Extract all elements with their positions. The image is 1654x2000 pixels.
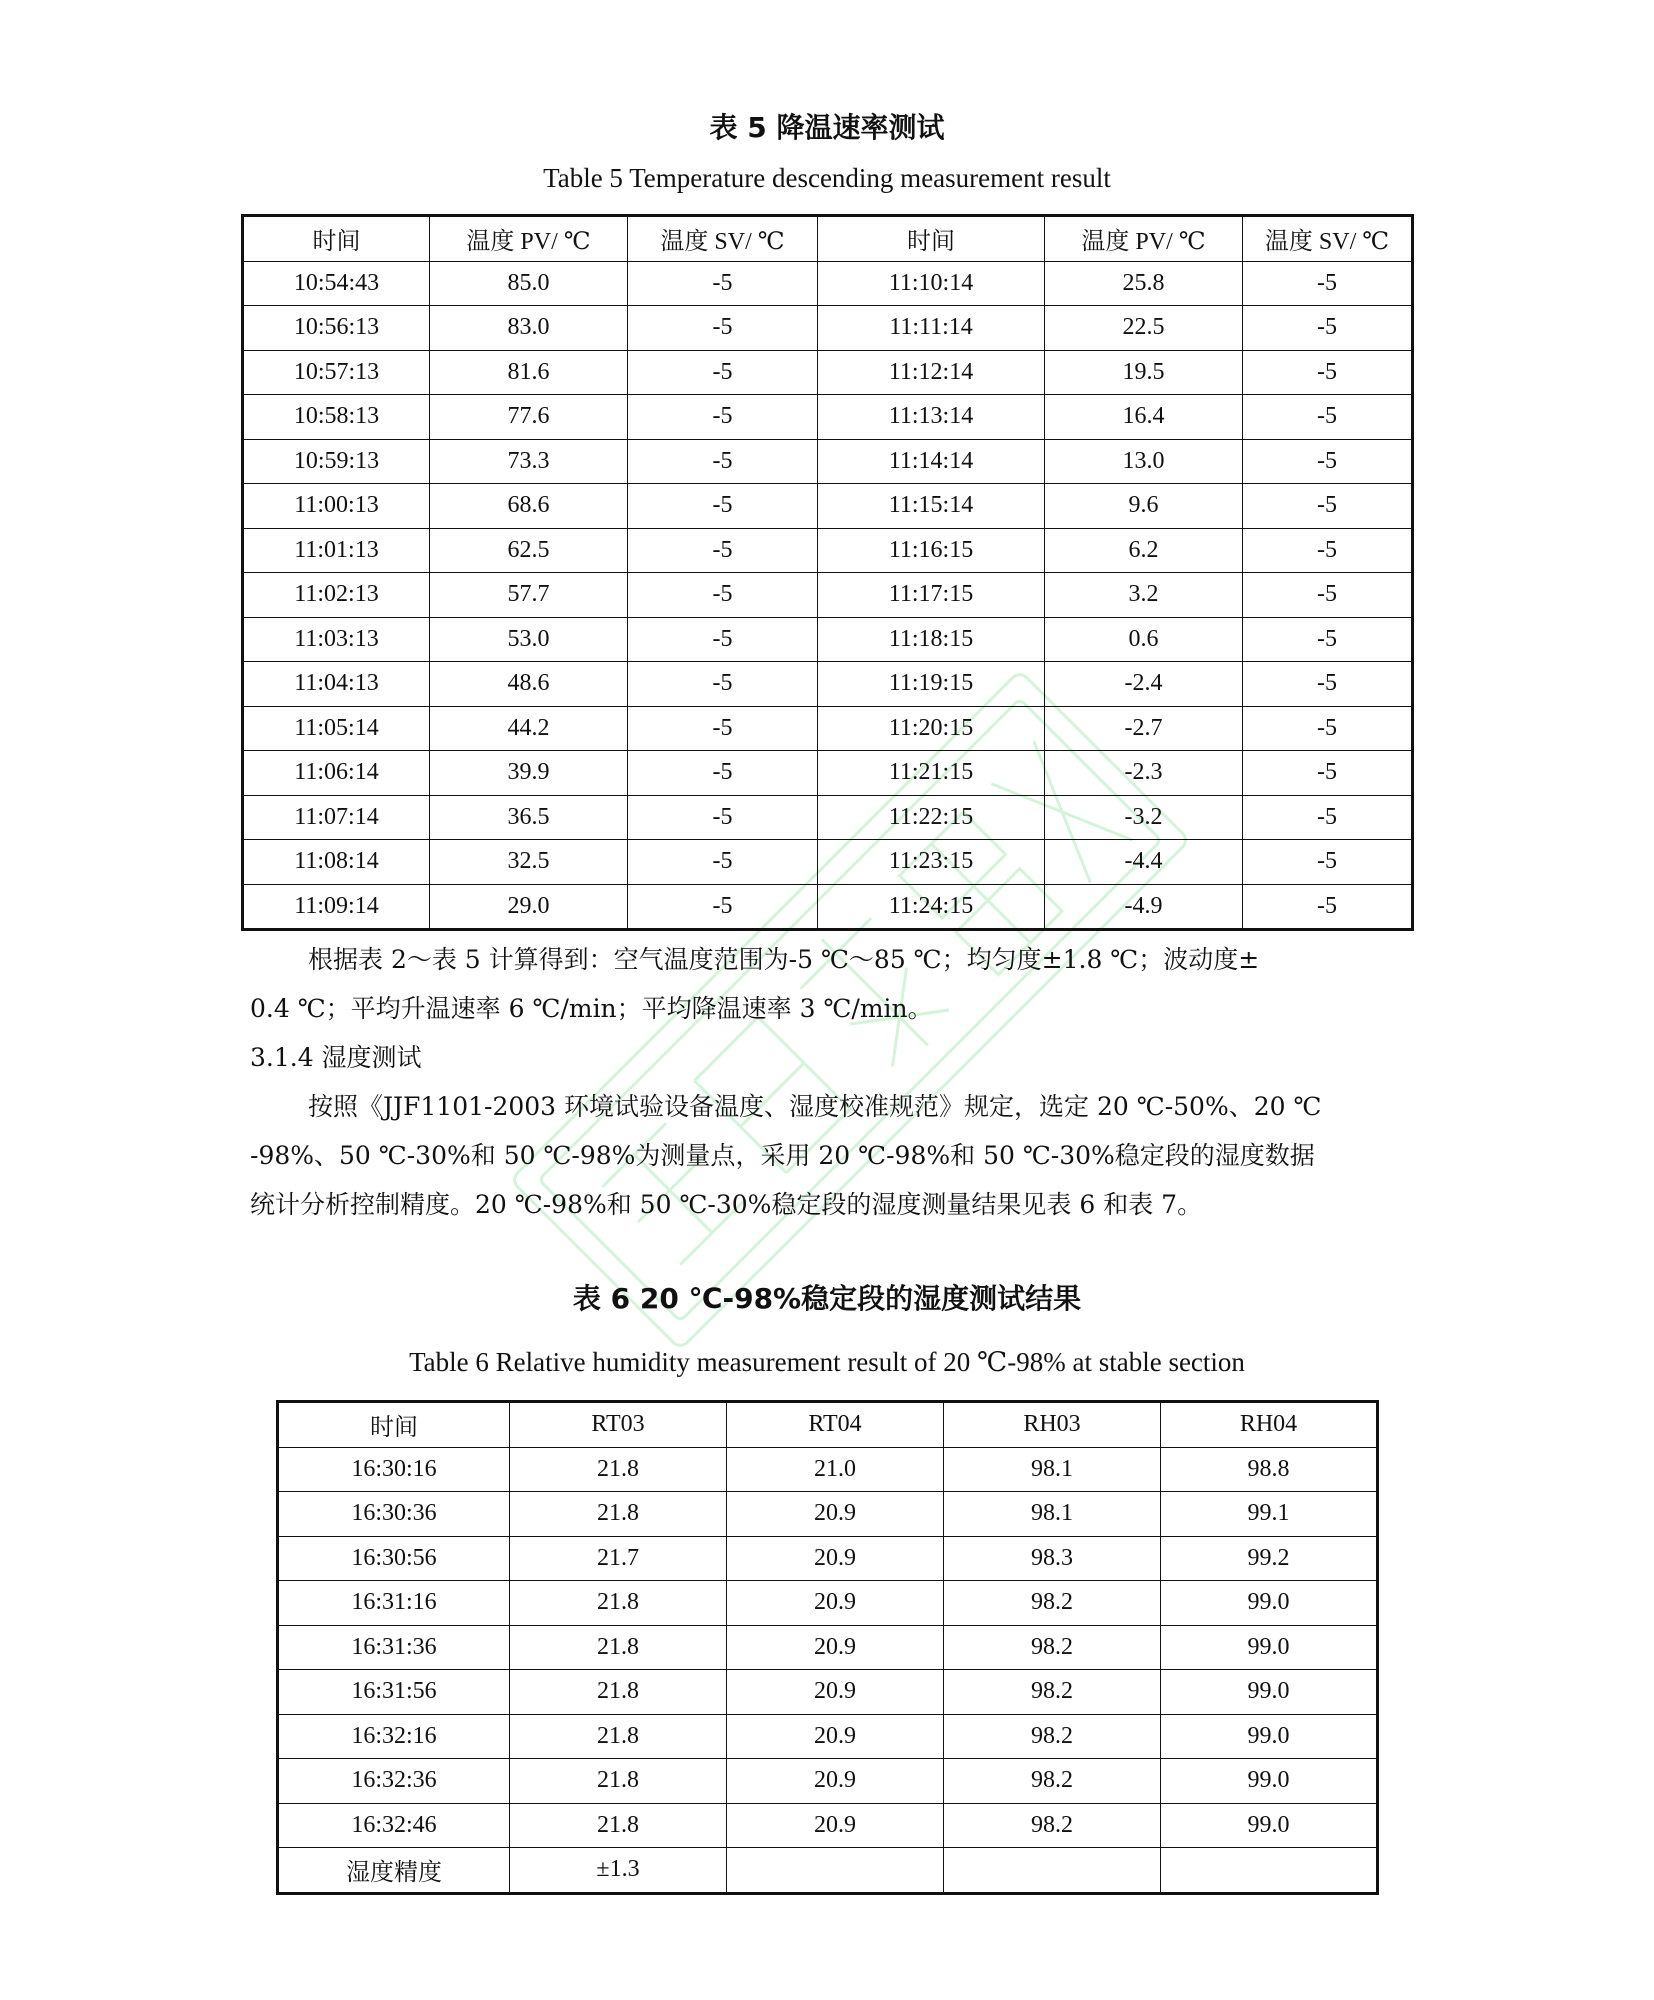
table-cell: 39.9 <box>430 751 628 796</box>
table-row <box>278 1536 1378 1581</box>
table-cell: 16:32:36 <box>278 1759 510 1804</box>
table-cell: 77.6 <box>430 395 628 440</box>
table-cell: -5 <box>628 884 818 930</box>
table-cell: 16:30:56 <box>278 1536 510 1581</box>
table-cell: 20.9 <box>727 1492 944 1537</box>
table-cell: 83.0 <box>430 306 628 351</box>
summary-line-2: 0.4 ℃；平均升温速率 6 ℃/min；平均降温速率 3 ℃/min。 <box>250 994 933 1023</box>
table-row <box>243 484 1413 529</box>
table-cell: 11:09:14 <box>243 884 430 930</box>
table-cell: 25.8 <box>1045 261 1243 306</box>
table-cell: -5 <box>1243 306 1413 351</box>
table-cell: -5 <box>628 573 818 618</box>
table-cell: -5 <box>1243 751 1413 796</box>
table-cell: 73.3 <box>430 439 628 484</box>
table-cell: 20.9 <box>727 1625 944 1670</box>
table-cell: -2.3 <box>1045 751 1243 796</box>
table6-caption-zh: 表 6 20 ℃-98%稳定段的湿度测试结果 <box>572 1282 1082 1315</box>
table-row <box>243 840 1413 885</box>
table-cell: 16:31:36 <box>278 1625 510 1670</box>
table5-body <box>243 261 1413 930</box>
table-cell: 48.6 <box>430 662 628 707</box>
table-cell: -5 <box>1243 884 1413 930</box>
table-cell: 16:32:16 <box>278 1714 510 1759</box>
table-cell: -5 <box>1243 261 1413 306</box>
table-cell: -5 <box>1243 795 1413 840</box>
table-cell: 22.5 <box>1045 306 1243 351</box>
table6 <box>276 1400 1379 1895</box>
table-cell: 98.1 <box>944 1492 1161 1537</box>
table6-body <box>278 1447 1378 1848</box>
table-cell: -5 <box>628 350 818 395</box>
table-cell: 53.0 <box>430 617 628 662</box>
table-cell: -5 <box>1243 662 1413 707</box>
table-row <box>243 662 1413 707</box>
table-cell: -5 <box>1243 573 1413 618</box>
table-cell: 16:32:46 <box>278 1803 510 1848</box>
table-cell: 11:00:13 <box>243 484 430 529</box>
table-cell: 21.8 <box>510 1447 727 1492</box>
table-cell: 98.2 <box>944 1581 1161 1626</box>
table-cell: 98.2 <box>944 1670 1161 1715</box>
table-cell: 11:06:14 <box>243 751 430 796</box>
table-cell: -5 <box>1243 439 1413 484</box>
table-cell: 98.3 <box>944 1536 1161 1581</box>
table-cell: -5 <box>628 261 818 306</box>
summary-paragraph <box>250 935 1410 1229</box>
table-cell: 99.0 <box>1161 1714 1378 1759</box>
table-row <box>243 617 1413 662</box>
table-cell: 11:08:14 <box>243 840 430 885</box>
column-header: 时间 <box>818 216 1045 262</box>
header-row <box>278 1402 1378 1448</box>
table-row <box>278 1447 1378 1492</box>
table-row <box>243 884 1413 930</box>
table-row <box>243 795 1413 840</box>
table-cell: 99.2 <box>1161 1536 1378 1581</box>
table-cell: 21.0 <box>727 1447 944 1492</box>
table-cell: 11:16:15 <box>818 528 1045 573</box>
table-row <box>243 350 1413 395</box>
table-cell: 21.8 <box>510 1625 727 1670</box>
column-header: RH04 <box>1161 1402 1378 1448</box>
table-cell: 20.9 <box>727 1803 944 1848</box>
table-cell: -5 <box>1243 528 1413 573</box>
table-row <box>243 306 1413 351</box>
table-cell: 11:22:15 <box>818 795 1045 840</box>
table-cell: 11:20:15 <box>818 706 1045 751</box>
summary-line-1: 根据表 2～表 5 计算得到：空气温度范围为-5 ℃～85 ℃；均匀度±1.8 ℃；波动度± <box>308 945 1260 974</box>
table6-header-row <box>278 1402 1378 1448</box>
table-cell: 11:23:15 <box>818 840 1045 885</box>
table-row <box>278 1625 1378 1670</box>
table-cell: -5 <box>1243 706 1413 751</box>
table-cell: -2.7 <box>1045 706 1243 751</box>
table-cell: 11:10:14 <box>818 261 1045 306</box>
table-cell: 16.4 <box>1045 395 1243 440</box>
table-row <box>243 706 1413 751</box>
table-cell <box>1161 1848 1378 1894</box>
table-cell: 81.6 <box>430 350 628 395</box>
table-cell: 29.0 <box>430 884 628 930</box>
table-cell: 6.2 <box>1045 528 1243 573</box>
table-cell: -5 <box>628 706 818 751</box>
table5-header-row <box>243 216 1413 262</box>
table6-caption-en: Table 6 Relative humidity measurement result of 20 ℃-98% at stable section <box>409 1347 1245 1377</box>
table-cell: 11:12:14 <box>818 350 1045 395</box>
table5-caption-en: Table 5 Temperature descending measurement result <box>543 163 1111 193</box>
table-cell: 11:19:15 <box>818 662 1045 707</box>
table-row <box>243 261 1413 306</box>
section-line-3: 统计分析控制精度。20 ℃-98%和 50 ℃-30%稳定段的湿度测量结果见表 6 和表 7。 <box>250 1190 1203 1219</box>
table-cell: 99.0 <box>1161 1670 1378 1715</box>
table-cell: 11:13:14 <box>818 395 1045 440</box>
table-cell: -5 <box>628 439 818 484</box>
table-cell: 11:07:14 <box>243 795 430 840</box>
table-cell <box>944 1848 1161 1894</box>
table-cell: -5 <box>628 306 818 351</box>
table-row <box>278 1759 1378 1804</box>
table-cell: 11:18:15 <box>818 617 1045 662</box>
table-cell: 13.0 <box>1045 439 1243 484</box>
table-cell: 44.2 <box>430 706 628 751</box>
table5 <box>241 214 1414 931</box>
header-row <box>243 216 1413 262</box>
column-header: 时间 <box>243 216 430 262</box>
table-cell: 99.0 <box>1161 1803 1378 1848</box>
table-cell: -4.9 <box>1045 884 1243 930</box>
column-header: 温度 PV/ ℃ <box>1045 216 1243 262</box>
column-header: RH03 <box>944 1402 1161 1448</box>
table-row <box>278 1492 1378 1537</box>
table-cell: 11:05:14 <box>243 706 430 751</box>
table-cell: 10:56:13 <box>243 306 430 351</box>
column-header: 温度 SV/ ℃ <box>1243 216 1413 262</box>
table-cell: 68.6 <box>430 484 628 529</box>
table-cell: 21.8 <box>510 1492 727 1537</box>
column-header: 时间 <box>278 1402 510 1448</box>
table-row <box>243 395 1413 440</box>
column-header: 温度 SV/ ℃ <box>628 216 818 262</box>
table-cell: 10:57:13 <box>243 350 430 395</box>
table-cell: -5 <box>628 751 818 796</box>
table-row <box>278 1714 1378 1759</box>
column-header: RT03 <box>510 1402 727 1448</box>
table-cell: 98.2 <box>944 1803 1161 1848</box>
table-cell: 11:01:13 <box>243 528 430 573</box>
table-cell: 99.0 <box>1161 1759 1378 1804</box>
table-cell: -5 <box>1243 484 1413 529</box>
table-cell: 98.2 <box>944 1759 1161 1804</box>
table-row <box>243 528 1413 573</box>
table-row <box>243 573 1413 618</box>
table-cell: -5 <box>1243 617 1413 662</box>
table-cell: 11:04:13 <box>243 662 430 707</box>
table-cell: 16:31:56 <box>278 1670 510 1715</box>
accuracy-label: 湿度精度 <box>278 1848 510 1894</box>
table-cell: 20.9 <box>727 1714 944 1759</box>
section-heading: 3.1.4 湿度测试 <box>250 1043 422 1072</box>
table-cell: 57.7 <box>430 573 628 618</box>
table-cell: 0.6 <box>1045 617 1243 662</box>
table-cell: 20.9 <box>727 1670 944 1715</box>
table-cell: 9.6 <box>1045 484 1243 529</box>
table-cell: 11:02:13 <box>243 573 430 618</box>
table-cell: 11:03:13 <box>243 617 430 662</box>
table-cell: 20.9 <box>727 1759 944 1804</box>
table-cell: 85.0 <box>430 261 628 306</box>
table-cell: 98.2 <box>944 1625 1161 1670</box>
table-row <box>278 1803 1378 1848</box>
table-cell: -3.2 <box>1045 795 1243 840</box>
table-cell: 99.1 <box>1161 1492 1378 1537</box>
table-cell: 16:30:16 <box>278 1447 510 1492</box>
table-row <box>278 1670 1378 1715</box>
table-cell: 21.8 <box>510 1670 727 1715</box>
table-cell: -5 <box>1243 840 1413 885</box>
table-cell: 21.8 <box>510 1803 727 1848</box>
table-cell: 3.2 <box>1045 573 1243 618</box>
table-cell: 98.2 <box>944 1714 1161 1759</box>
accuracy-value: ±1.3 <box>510 1848 727 1894</box>
table-cell: 11:21:15 <box>818 751 1045 796</box>
table-cell: 11:17:15 <box>818 573 1045 618</box>
table-cell: -5 <box>628 528 818 573</box>
section-line-2: -98%、50 ℃-30%和 50 ℃-98%为测量点，采用 20 ℃-98%和 50 ℃-30%稳定段的湿度数据 <box>250 1141 1315 1170</box>
table-cell: 10:59:13 <box>243 439 430 484</box>
table-cell: 99.0 <box>1161 1625 1378 1670</box>
table6-accuracy-row <box>278 1848 1378 1894</box>
column-header: 温度 PV/ ℃ <box>430 216 628 262</box>
table-cell: 21.7 <box>510 1536 727 1581</box>
table-cell: 10:58:13 <box>243 395 430 440</box>
table-cell: -5 <box>1243 395 1413 440</box>
table-cell: 11:24:15 <box>818 884 1045 930</box>
table-row <box>243 751 1413 796</box>
table-cell: 98.8 <box>1161 1447 1378 1492</box>
table-cell: -5 <box>628 484 818 529</box>
table-cell: 16:31:16 <box>278 1581 510 1626</box>
table-cell: 16:30:36 <box>278 1492 510 1537</box>
table-cell: -4.4 <box>1045 840 1243 885</box>
table-cell <box>727 1848 944 1894</box>
table-row <box>278 1581 1378 1626</box>
table-cell: 11:15:14 <box>818 484 1045 529</box>
section-line-1: 按照《JJF1101-2003 环境试验设备温度、湿度校准规范》规定，选定 20 ℃-50%、20 ℃ <box>308 1092 1322 1121</box>
table-cell: -5 <box>628 795 818 840</box>
table-cell: 21.8 <box>510 1714 727 1759</box>
table-cell: -5 <box>628 840 818 885</box>
table-cell: 21.8 <box>510 1759 727 1804</box>
table-cell: 20.9 <box>727 1581 944 1626</box>
table-cell: 36.5 <box>430 795 628 840</box>
table-row <box>243 439 1413 484</box>
table-cell: -2.4 <box>1045 662 1243 707</box>
table-cell: 62.5 <box>430 528 628 573</box>
table5-caption-zh: 表 5 降温速率测试 <box>709 111 945 144</box>
table-cell: -5 <box>1243 350 1413 395</box>
table-cell: 19.5 <box>1045 350 1243 395</box>
table-cell: 99.0 <box>1161 1581 1378 1626</box>
table-cell: -5 <box>628 395 818 440</box>
table-cell: 21.8 <box>510 1581 727 1626</box>
table-cell: -5 <box>628 617 818 662</box>
table-cell: 11:11:14 <box>818 306 1045 351</box>
table-cell: 11:14:14 <box>818 439 1045 484</box>
column-header: RT04 <box>727 1402 944 1448</box>
table-cell: 20.9 <box>727 1536 944 1581</box>
table-cell: 32.5 <box>430 840 628 885</box>
table-cell: -5 <box>628 662 818 707</box>
table-cell: 98.1 <box>944 1447 1161 1492</box>
table-cell: 10:54:43 <box>243 261 430 306</box>
